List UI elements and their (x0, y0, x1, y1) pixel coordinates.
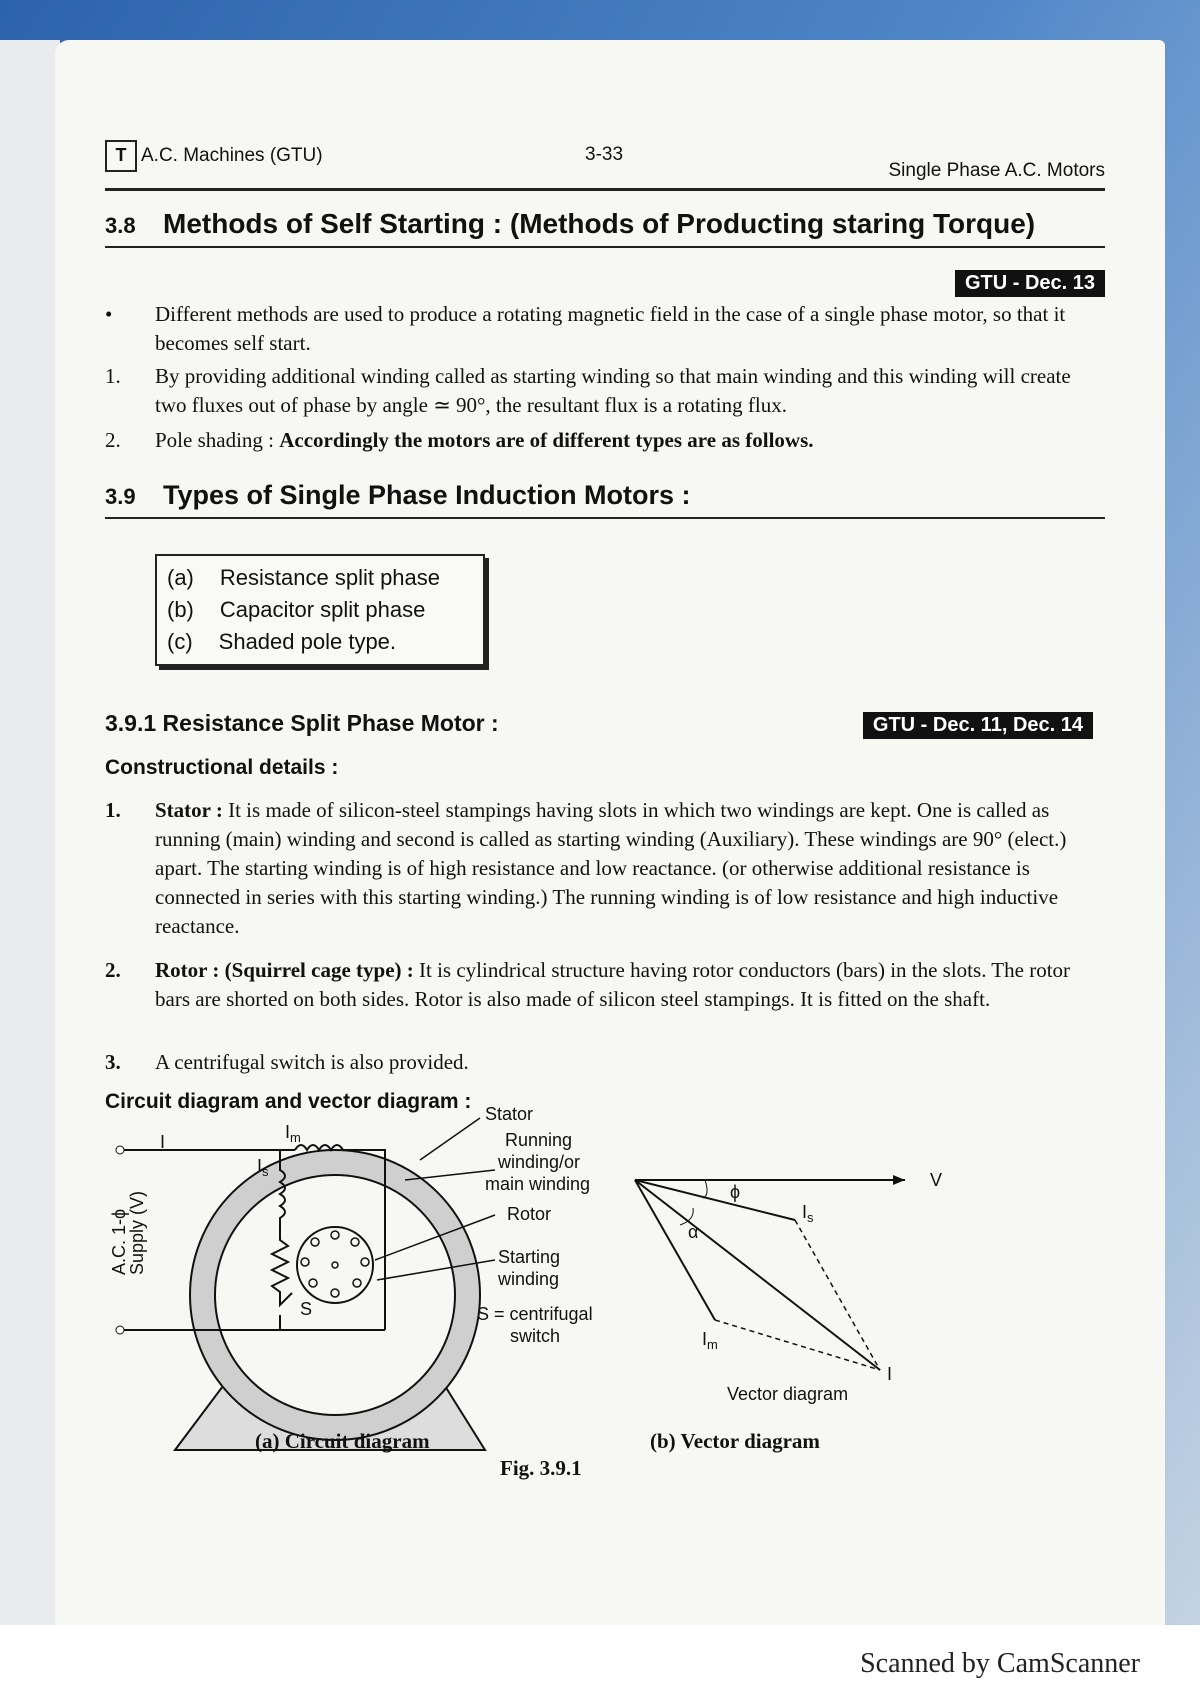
label-I: I (160, 1132, 166, 1152)
book-title: A.C. Machines (GTU) (141, 145, 323, 166)
label-Im: $I_m$ (285, 1122, 301, 1145)
svg-text:I: I (887, 1364, 893, 1384)
list-item: 2. Rotor : (Squirrel cage type) : It is cylindrical structure having rotor conductors (bars) in the slots. The rotor bars are shorted on both sides. Rotor is also made of silicon steel stampings. It is fitted on the shaft. (105, 958, 1071, 1011)
list-item: 2. Pole shading : Accordingly the motors are of different types are as follows. (105, 428, 814, 452)
caption-vector: (b) Vector diagram (650, 1429, 820, 1453)
parallelogram-dashes (715, 1220, 880, 1370)
publisher-logo-icon: T (105, 140, 137, 172)
vector-diagram (635, 1170, 942, 1404)
bullet-icon: • (105, 302, 113, 326)
figure-number: Fig. 3.9.1 (500, 1456, 582, 1480)
chapter-title: Single Phase A.C. Motors (888, 160, 1105, 181)
svg-text:winding/or: winding/or (498, 1152, 581, 1172)
vector-I (635, 1180, 880, 1370)
circuit-heading: Circuit diagram and vector diagram : (105, 1090, 472, 1113)
section-title: Methods of Self Starting : (Methods of Producting staring Torque) (163, 208, 1036, 239)
page-number: 3-33 (585, 144, 624, 165)
vector-Im (635, 1180, 715, 1320)
svg-text:Starting: Starting (498, 1247, 561, 1267)
list-item: 1. By providing additional winding called as starting winding so that main winding and this winding will create two fluxes out of phase by angle ≃ 90°, the resultant flux is a rotating flux. (105, 364, 1071, 417)
section-3-8-heading (105, 208, 1105, 248)
svg-text:main winding: main winding (485, 1174, 591, 1194)
svg-text:switch: switch (510, 1326, 561, 1346)
svg-text:Rotor: Rotor (507, 1204, 552, 1224)
vector-Is (635, 1180, 795, 1220)
list-item: 3. A centrifugal switch is also provided. (105, 1050, 469, 1074)
list-item: (a) Resistance split phase (167, 565, 441, 590)
label-S: S (300, 1299, 313, 1319)
section-3-9-heading: 3.9 Types of Single Phase Induction Motors : (105, 480, 1105, 519)
svg-text:Stator: Stator (485, 1104, 534, 1124)
label-Is: $I_s$ (257, 1156, 269, 1179)
list-item: (b) Capacitor split phase (167, 597, 426, 622)
header-rule (105, 188, 1105, 191)
section-rule (105, 246, 1105, 248)
svg-text:α: α (688, 1222, 699, 1242)
svg-text:winding: winding (498, 1269, 560, 1289)
constructional-heading: Constructional details : (105, 756, 339, 779)
gtu-badge: GTU - Dec. 13 (955, 270, 1105, 297)
svg-text:Is: $I_s$ (802, 1202, 814, 1225)
subsection-3-9-1-title: 3.9.1 Resistance Split Phase Motor : (105, 710, 499, 736)
svg-text:ϕ: ϕ (730, 1182, 741, 1202)
motor-types-box (155, 554, 485, 666)
caption-circuit: (a) Circuit diagram (255, 1429, 430, 1453)
gtu-badge: GTU - Dec. 11, Dec. 14 (863, 712, 1093, 739)
scanner-watermark: Scanned by CamScanner (860, 1648, 1140, 1679)
svg-text:Im: $I_m$ (702, 1329, 718, 1352)
section-number: 3.8 (105, 213, 136, 238)
svg-text:Vector diagram: Vector diagram (727, 1384, 849, 1404)
bullet-paragraph: • Different methods are used to produce a rotating magnetic field in the case of a single phase motor, so that it becomes self start. (105, 302, 1066, 355)
left-page-edge (0, 40, 60, 1660)
figure-3-9-1 (105, 1104, 1105, 1570)
svg-text:V: V (930, 1170, 943, 1190)
running-header (105, 130, 1105, 180)
list-item: 1. Stator : It is made of silicon-steel stampings having slots in which two windings are kept. One is called as running (main) winding and second is called as starting winding (Auxiliary). These windings are 90° (elect.) apart. The starting winding is of high resistance and low reactance. (or otherwise additional resistance is connected in series with this starting winding.) The running winding is of low resistance and high inductive reactance. (105, 798, 1067, 938)
list-item: (c) Shaded pole type. (167, 629, 397, 654)
svg-text:S = centrifugal: S = centrifugal (477, 1304, 593, 1324)
svg-text:Running: Running (505, 1130, 573, 1150)
supply-label: A.C. 1-ϕSupply (V) (109, 1190, 147, 1275)
